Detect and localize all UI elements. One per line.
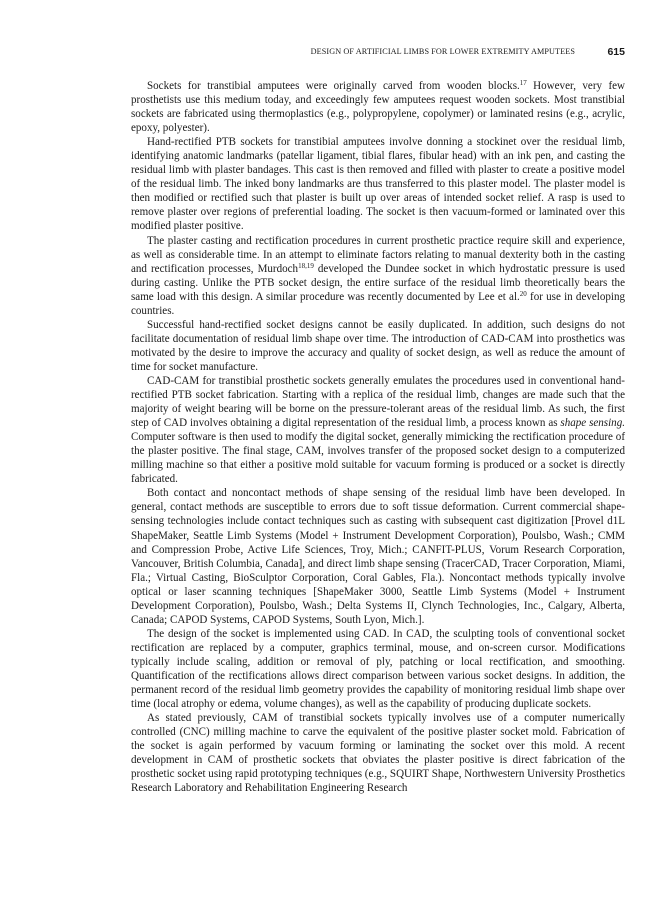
paragraph-1-text: Sockets for transtibial amputees were originally carved from wooden blocks.: [147, 80, 520, 92]
paragraph-1: [131, 79, 625, 135]
paragraph-4: [131, 318, 625, 374]
paragraph-7-text: The design of the socket is implemented using CAD. In CAD, the sculpting tools of conventional socket rectification are replaced by a computer, graphics terminal, mouse, and on-screen cursor. Modifications typically include scaling, addition or removal of ply, patching or local rectification, and smoothing. Quantification of the rectifications allows direct comparison between various socket designs. In addition, the permanent record of the residual limb geometry provides the capability of monitoring residual limb shape over time (local atrophy or edema, volume changes), as well as the capability of producing duplicate sockets.: [131, 627, 625, 711]
page-number: 615: [607, 46, 625, 58]
paragraph-6: [131, 486, 625, 626]
paragraph-2: [131, 135, 625, 233]
citation-20: 20: [519, 289, 527, 298]
paragraph-1-text-cont: However, very few prosthetists use this medium today, and exceedingly few amputees request wooden sockets. Most transtibial sockets are fabricated using thermoplastics (e.g., polypropylene, copolymer) or laminated resins (e.g., acrylic, epoxy, polyester).: [131, 80, 625, 135]
paragraph-7: [131, 627, 625, 711]
paragraph-5-text-cont: Computer software is then used to modify the digital socket, generally mimicking the rectification procedure of the plaster positive. The final stage, CAM, involves transfer of the proposed socket design to a computerized milling machine so that either a positive mold suitable for vacuum forming is produced or a socket is directly fabricated.: [131, 431, 625, 486]
paragraph-5: [131, 374, 625, 486]
paragraph-5-text: CAD-CAM for transtibial prosthetic sockets generally emulates the procedures used in conventional hand-rectified PTB socket fabrication. Starting with a replica of the residual limb, changes are made such that the majority of weight bearing will be borne on the pressure-tolerant areas of the residual limb. As such, the first step of CAD involves obtaining a digital representation of the residual limb, a process known as: [131, 374, 625, 430]
running-title: DESIGN OF ARTIFICIAL LIMBS FOR LOWER EXTREMITY AMPUTEES: [310, 47, 575, 56]
paragraph-3-text-cont: developed the Dundee socket in which hydrostatic pressure is used during casting. Unlike the PTB socket design, the entire surface of the residual limb theoretically bears the same load with this design. A similar procedure was recently documented by Lee et al.: [131, 262, 625, 303]
citation-17: 17: [519, 79, 527, 87]
paragraph-2-text: Hand-rectified PTB sockets for transtibial amputees involve donning a stockinet over the residual limb, identifying anatomic landmarks (patellar ligament, tibial flares, fibular head) with an ink pen, and casting the residual limb with plaster bandages. This cast is then removed and filled with plaster to create a positive model of the residual limb. The inked bony landmarks are thus transferred to this plaster model. The plaster model is then modified or rectified such that plaster is built up over areas of intended socket relief. A rasp is used to remove plaster over regions of preferential loading. The socket is then vacuum-formed or laminated over this modified plaster positive.: [131, 136, 625, 233]
citation-18-19: 18,19: [298, 261, 314, 270]
paragraph-8-text: As stated previously, CAM of transtibial sockets typically involves use of a computer numerically controlled (CNC) milling machine to carve the equivalent of the positive plaster socket mold. Fabrication of the socket is again performed by vacuum forming or laminating the socket over this mold. A recent development in CAM of prosthetic sockets that obviates the plaster positive is direct fabrication of the prosthetic socket using rapid prototyping techniques (e.g., SQUIRT Shape, Northwestern University Prosthetics Research Laboratory and Rehabilitation Engineering Research: [131, 712, 626, 795]
paragraph-4-text: Successful hand-rectified socket designs cannot be easily duplicated. In addition, such designs do not facilitate documentation of residual limb shape over time. The introduction of CAD-CAM into prosthetics was motivated by the desire to improve the accuracy and quality of socket design, as well as reduce the amount of time for socket manufacture.: [131, 318, 625, 373]
running-head: [131, 47, 625, 61]
body-text: [131, 79, 625, 795]
paragraph-3: [131, 234, 625, 318]
shape-sensing-term: shape sensing.: [560, 417, 625, 430]
paragraph-3-text: The plaster casting and rectification procedures in current prosthetic practice require skill and experience, as well as considerable time. In an attempt to eliminate factors relating to manual dexterity both in the casting and rectification processes, Murdoch: [131, 234, 625, 275]
paragraph-3-text-end: for use in developing countries.: [131, 290, 625, 317]
paragraph-6-text: Both contact and noncontact methods of shape sensing of the residual limb have been developed. In general, contact methods are susceptible to errors due to soft tissue deformation. Current commercial shape-sensing technologies include contact techniques such as casting with subsequent cast digitization [Provel d1L ShapeMaker, Seattle Limb Systems (Model + Instrument Development Corporation), Poulsbo, Wash.; CMM and Compression Probe, Active Life Sciences, Troy, Mich.; CANFIT-PLUS, Vorum Research Corporation, Vancouver, British Columbia, Canada], and direct limb shape sensing (TracerCAD, Tracer Corporation, Miami, Fla.; Virtual Casting, BioSculptor Corporation, Coral Gables, Fla.). Noncontact methods typically involve optical or laser scanning techniques [ShapeMaker 3000, Seattle Limb Systems (Model + Instrument Development Corporation), Poulsbo, Wash.; Delta Systems II, Clynch Technologies, Inc., Calgary, Alberta, Canada; CAPOD Systems, CAPOD Systems, South Lyon, Mich.].: [131, 487, 625, 626]
paragraph-8: [131, 711, 625, 795]
